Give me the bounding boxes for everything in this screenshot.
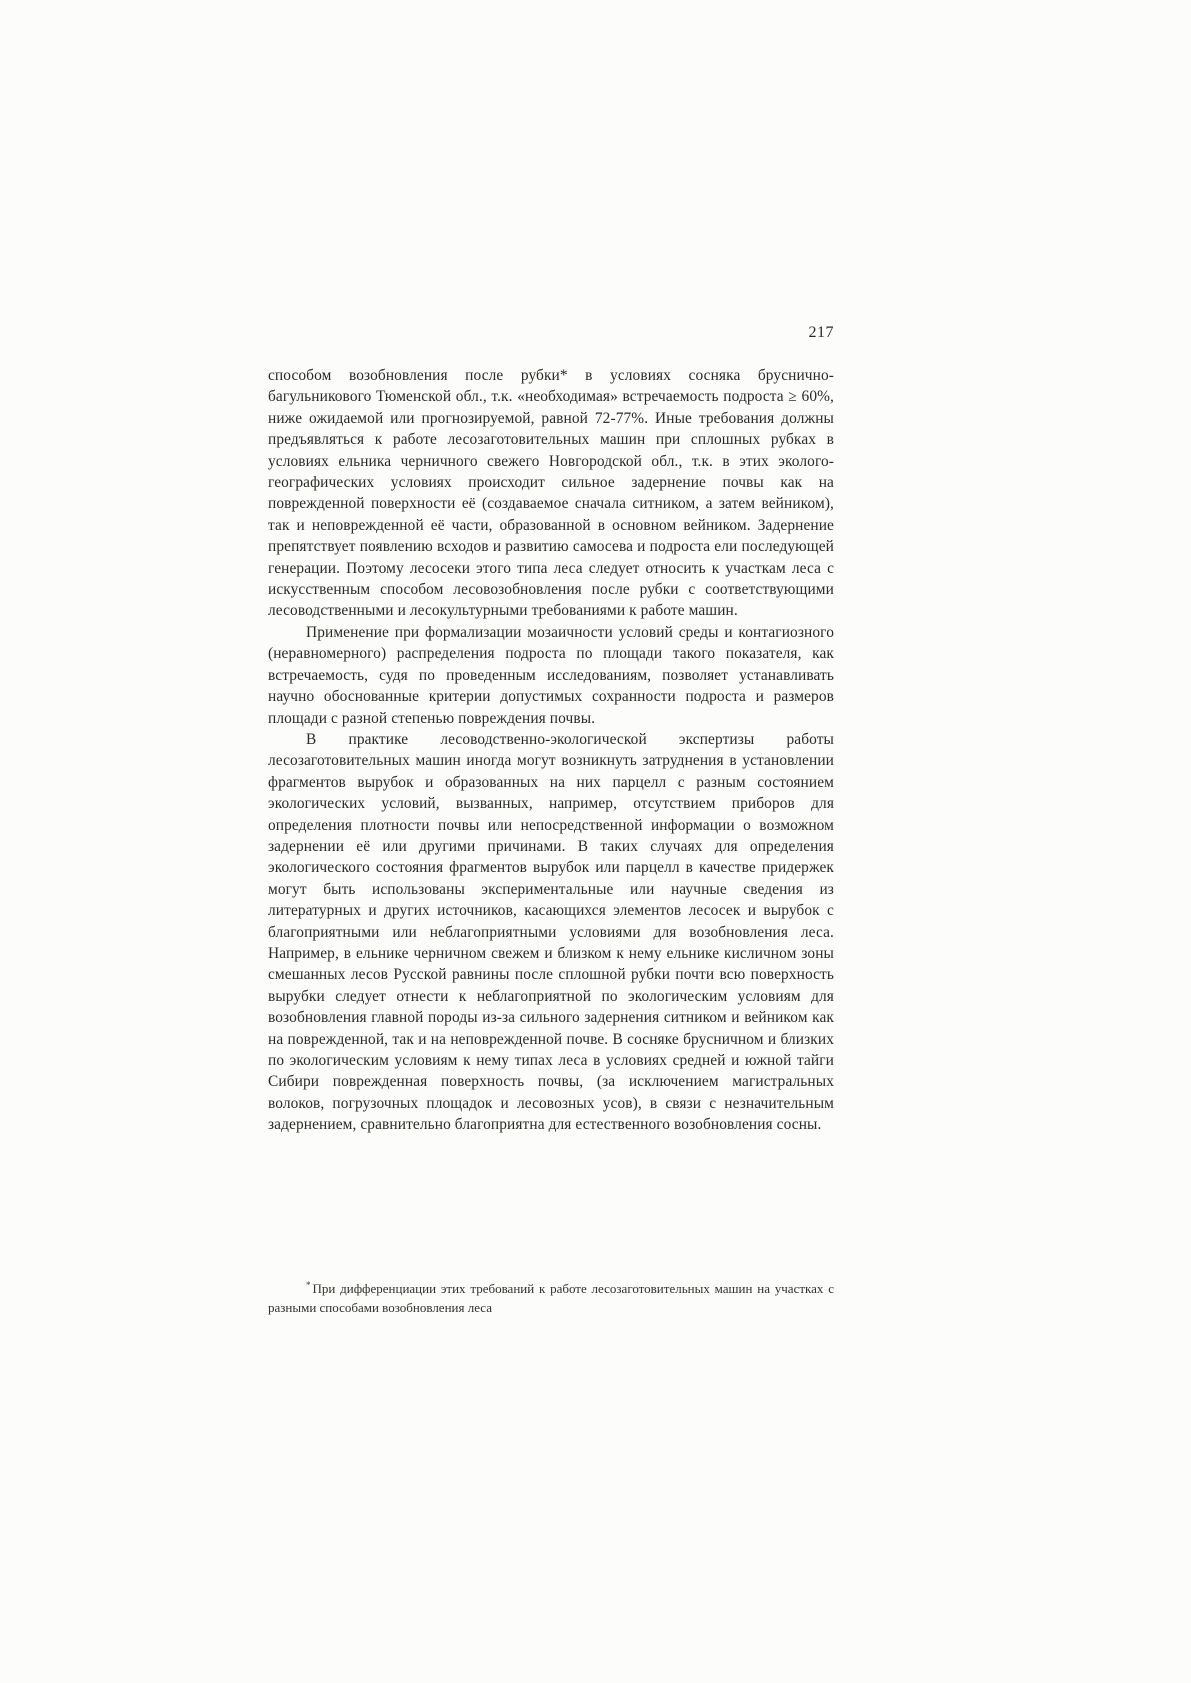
text-block <box>268 365 834 1136</box>
paragraph-1: способом возобновления после рубки* в условиях сосняка бруснично-багульникового Тюменской обл., т.к. «необходимая» встречаемость подроста ≥ 60%, ниже ожидаемой или прогнозируемой, равной 72-77%. Иные требования должны предъявляться к работе лесозаготовительных машин при сплошных рубках в условиях ельника черничного свежего Новгородской обл., т.к. в этих эколого-географических условиях происходит сильное задернение почвы как на поврежденной поверхности её (создаваемое сначала ситником, а затем вейником), так и неповрежденной её части, образованной в основном вейником. Задернение препятствует появлению всходов и развитию самосева и подроста ели последующей генерации. Поэтому лесосеки этого типа леса следует относить к участкам леса с искусственным способом лесовозобновления после рубки с соответствующими лесоводственными и лесокультурными требованиями к работе машин. <box>268 367 834 620</box>
footnote-text: При дифференциации этих требований к работе лесозаготовительных машин на участках с разными способами возобновления леса <box>268 1281 834 1315</box>
footnote-marker: * <box>306 1279 311 1290</box>
footnote <box>268 1279 834 1317</box>
paragraph-2: Применение при формализации мозаичности условий среды и контагиозного (неравномерного) распределения подроста по площади такого показателя, как встречаемость, судя по проведенным исследованиям, позволяет устанавливать научно обоснованные критерии допустимых сохранности подроста и размеров площади с разной степенью повреждения почвы. <box>268 623 834 727</box>
page-number: 217 <box>808 324 834 341</box>
paragraph-3: В практике лесоводственно-экологической экспертизы работы лесозаготовительных машин иногда могут возникнуть затруднения в установлении фрагментов вырубок и образованных на них парцелл с разным состоянием экологических условий, вызванных, например, отсутствием приборов для определения плотности почвы или непосредственной информации о возможном задернении её или другими причинами. В таких случаях для определения экологического состояния фрагментов вырубок или парцелл в качестве придержек могут быть использованы экспериментальные или научные сведения из литературных и других источников, касающихся элементов лесосек и вырубок с благоприятными или неблагоприятными условиями для возобновления леса. Например, в ельнике черничном свежем и близком к нему ельнике кисличном зоны смешанных лесов Русской равнины после сплошной рубки почти всю поверхность вырубки следует отнести к неблагоприятной по экологическим условиям для возобновления главной породы из-за сильного задернения ситником и вейником как на поврежденной, так и на неповрежденной почве. В сосняке брусничном и близких по экологическим условиям к нему типах леса в условиях средней и южной тайги Сибири поврежденная поверхность почвы, (за исключением магистральных волоков, погрузочных площадок и лесовозных усов), в связи с незначительным задернением, сравнительно благоприятна для естественного возобновления сосны. <box>268 730 834 1134</box>
